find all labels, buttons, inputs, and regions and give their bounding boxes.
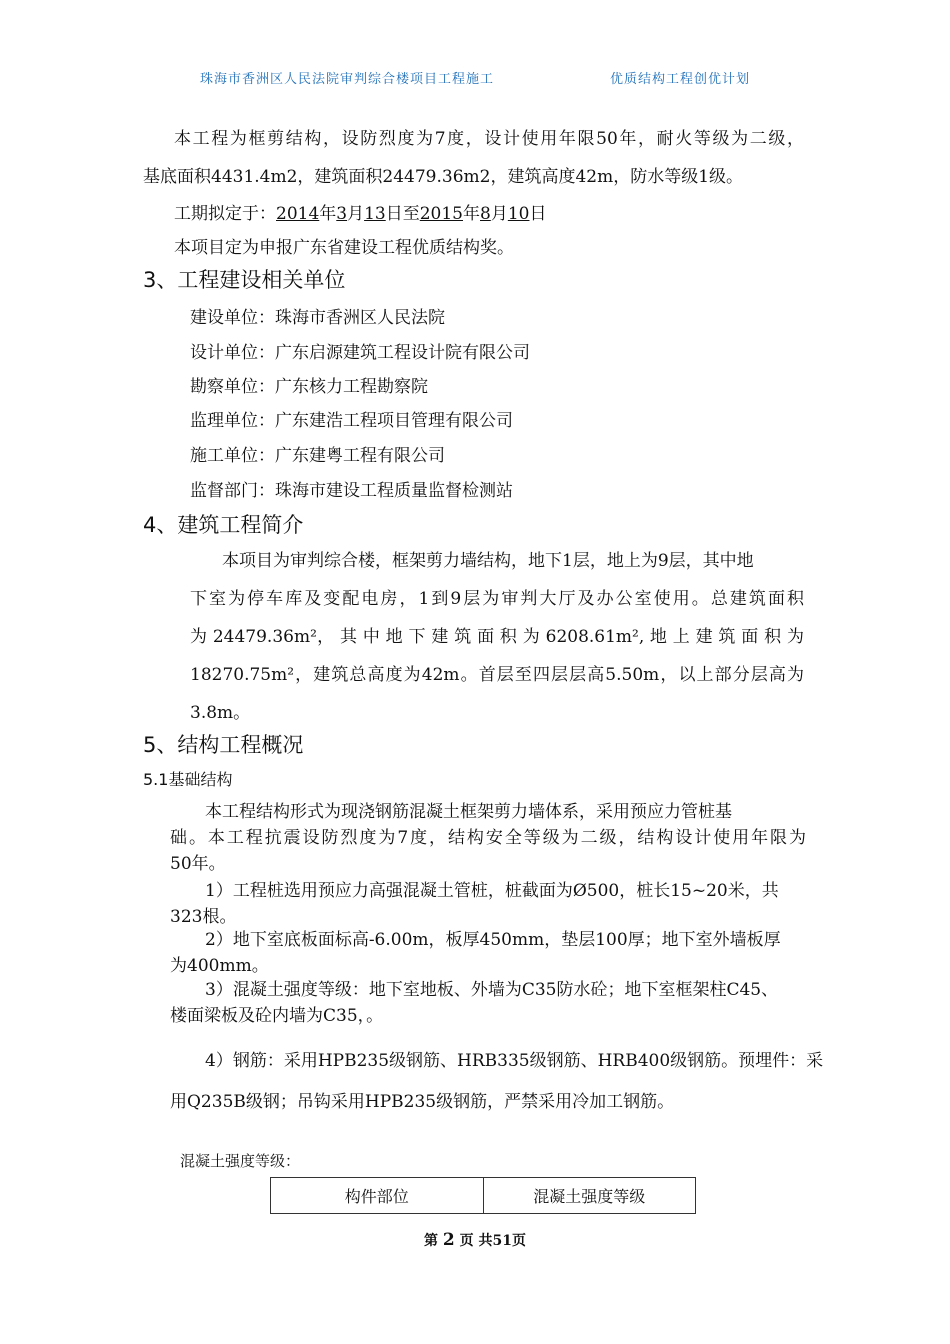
start-day: 13 [364, 204, 386, 224]
structure-para-line-2: 础。本工程抗震设防烈度为7度，结构安全等级为二级，结构设计使用年限为 [170, 828, 806, 848]
page-number: 2 [442, 1230, 455, 1250]
item-3-line-2: 楼面梁板及砼内墙为C35，。 [170, 1006, 384, 1026]
end-day: 10 [507, 204, 530, 224]
item-4-line-2: 用Q235B级钢；吊钩采用HPB235级钢筋，严禁采用冷加工钢筋。 [170, 1092, 675, 1112]
building-intro-line-4: 18270.75m²，建筑总高度为42m。首层至四层层高5.50m，以上部分层高为 [190, 665, 804, 685]
start-year: 2014 [276, 204, 320, 224]
unit-design: 设计单位：广东启源建筑工程设计院有限公司 [190, 343, 530, 363]
building-intro-line-2: 下室为停车库及变配电房，1到9层为审判大厅及办公室使用。总建筑面积 [190, 589, 804, 609]
item-4-line-1: 4）钢筋：采用HPB235级钢筋、HRB335级钢筋、HRB400级钢筋。预埋件：采 [205, 1051, 824, 1071]
header-project-title: 珠海市香洲区人民法院审判综合楼项目工程施工 [200, 72, 495, 87]
unit-construction: 建设单位：珠海市香洲区人民法院 [190, 308, 445, 328]
building-intro-line-1: 本项目为审判综合楼，框架剪力墙结构，地下1层，地上为9层，其中地 [222, 551, 754, 571]
year-char: 年 [319, 204, 337, 224]
building-intro-line-5: 3.8m。 [190, 703, 251, 723]
item-3-line-1: 3）混凝土强度等级：地下室地板、外墙为C35防水砼；地下室框架柱C45、 [205, 980, 779, 1000]
table-header-cell: 混凝土强度等级 [483, 1178, 696, 1214]
section-3-heading: 3、工程建设相关单位 [143, 268, 346, 292]
page-footer [0, 1230, 950, 1250]
month-char: 月 [347, 204, 365, 224]
item-1-line-1: 1）工程桩选用预应力高强混凝土管桩，桩截面为Ø500，桩长15~20米，共 [205, 881, 779, 901]
construction-period [174, 199, 546, 224]
intro-line-2: 基底面积4431.4m2，建筑面积24479.36m2，建筑高度42m，防水等级1级。 [143, 167, 744, 187]
section-5-heading: 5、结构工程概况 [143, 733, 304, 757]
subsection-5-1-heading: 5.1基础结构 [143, 770, 233, 789]
item-2-line-1: 2）地下室底板面标高-6.00m，板厚450mm，垫层100厚；地下室外墙板厚 [205, 930, 781, 950]
day-char: 日 [529, 204, 547, 224]
unit-inspection: 监督部门：珠海市建设工程质量监督检测站 [190, 481, 513, 501]
period-label: 工期拟定于： [174, 204, 276, 224]
structure-para-line-1: 本工程结构形式为现浇钢筋混凝土框架剪力墙体系，采用预应力管桩基 [205, 802, 732, 822]
footer-mid: 页 共 [459, 1233, 493, 1249]
intro-line-1: 本工程为框剪结构，设防烈度为7度，设计使用年限50年，耐火等级为二级， [174, 129, 804, 149]
footer-prefix: 第 [424, 1233, 439, 1249]
section-4-heading: 4、建筑工程简介 [143, 513, 304, 537]
total-pages: 51 [492, 1233, 512, 1249]
footer-suffix: 页 [511, 1233, 526, 1249]
table-header-row [271, 1178, 696, 1214]
table-header-cell: 构件部位 [271, 1178, 484, 1214]
award-statement: 本项目定为申报广东省建设工程优质结构奖。 [174, 238, 514, 258]
end-month: 8 [480, 204, 491, 224]
concrete-grade-table [270, 1177, 696, 1214]
unit-contractor: 施工单位：广东建粤工程有限公司 [190, 446, 445, 466]
unit-survey: 勘察单位：广东核力工程勘察院 [190, 377, 428, 397]
day-to-char: 日至 [385, 204, 420, 224]
start-month: 3 [336, 204, 348, 224]
structure-para-line-3: 50年。 [170, 854, 226, 874]
item-2-line-2: 为400mm。 [170, 956, 269, 976]
item-1-line-2: 323根。 [170, 907, 237, 927]
building-intro-line-3: 为 24479.36m²， 其 中 地 下 建 筑 面 积 为 6208.61m², 地 上 建 筑 面 积 为 [190, 627, 804, 647]
end-year: 2015 [419, 204, 463, 224]
unit-supervision: 监理单位：广东建浩工程项目管理有限公司 [190, 411, 513, 431]
table-caption: 混凝土强度等级： [180, 1152, 301, 1170]
year-char: 年 [463, 204, 480, 224]
header-plan-title: 优质结构工程创优计划 [610, 72, 751, 87]
month-char: 月 [490, 204, 508, 224]
